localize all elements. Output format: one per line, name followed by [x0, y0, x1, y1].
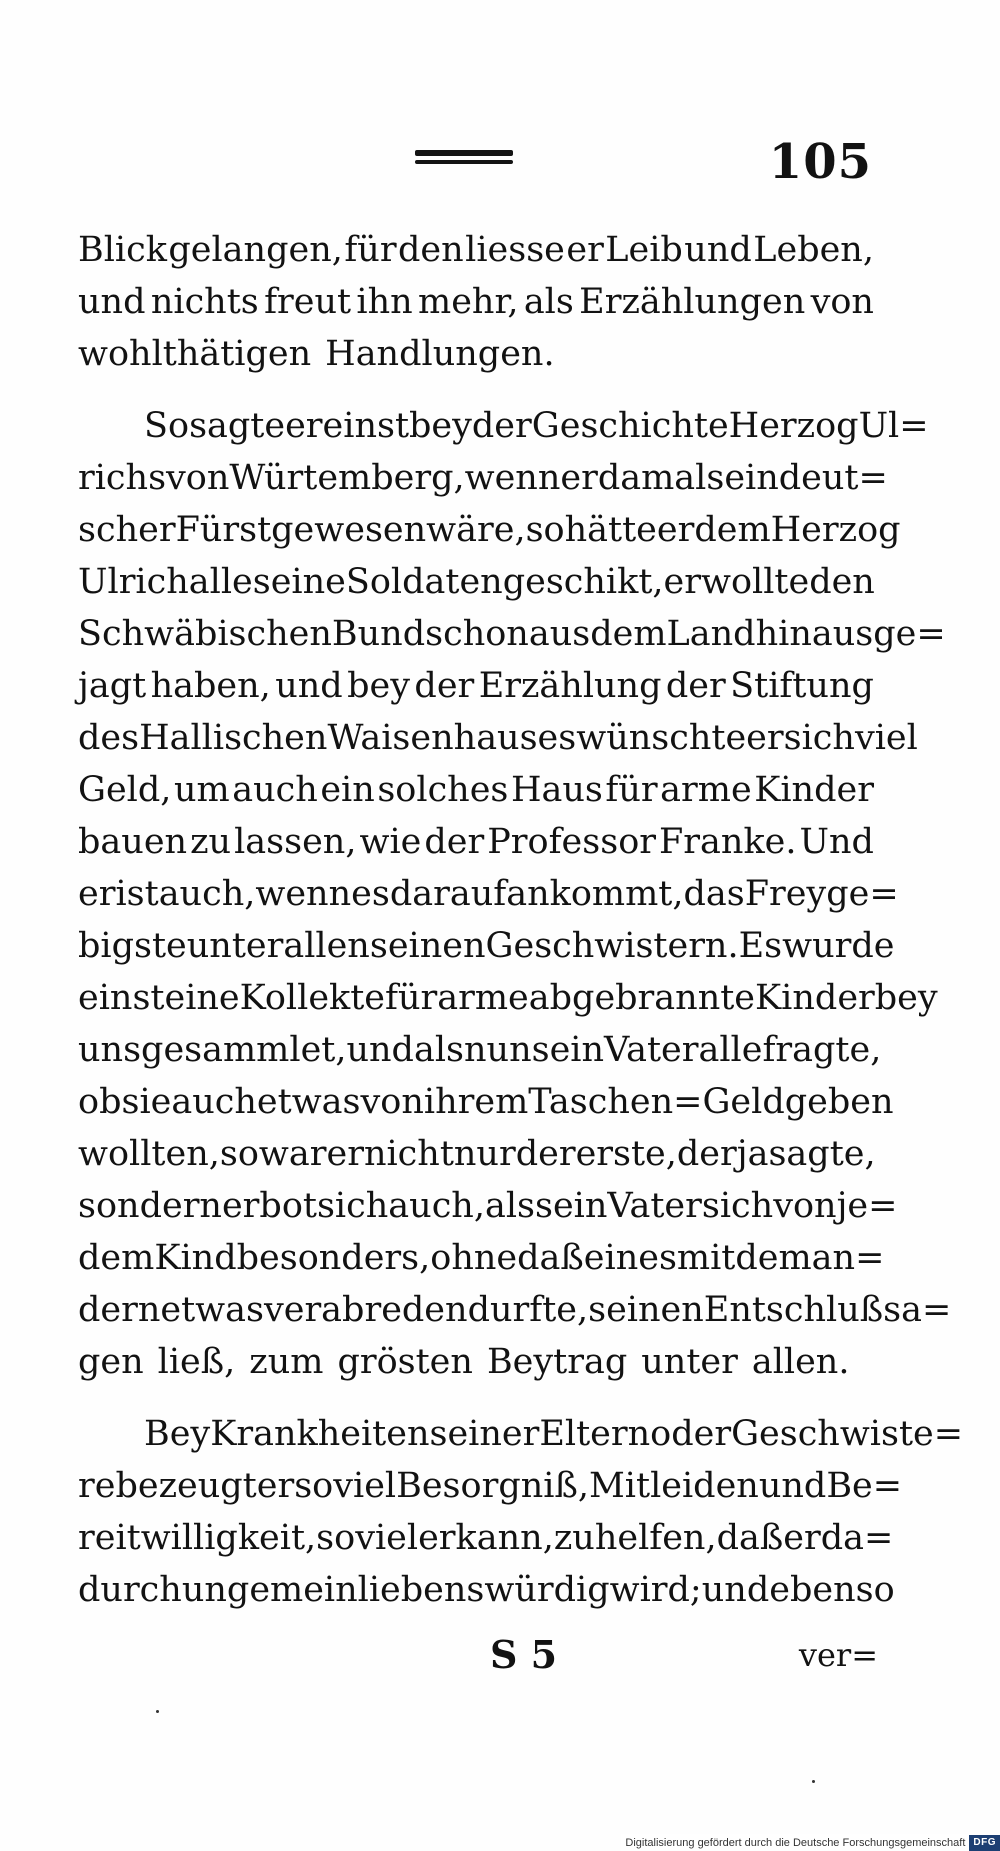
- word: besonders,: [236, 1238, 431, 1278]
- paper-speck: [156, 1710, 159, 1713]
- word: der: [515, 1134, 576, 1174]
- word: Beytrag: [486, 1342, 628, 1382]
- word: Geld,: [78, 770, 172, 810]
- word: ohne: [430, 1238, 518, 1278]
- word: einst: [322, 406, 410, 446]
- text-line: [78, 452, 888, 504]
- word: arme: [660, 770, 752, 810]
- word: auch: [232, 770, 318, 810]
- word: bauen: [78, 822, 188, 862]
- text-line: [78, 1408, 964, 1460]
- word: er: [783, 1518, 821, 1558]
- word: jagt: [78, 666, 147, 706]
- word: eines: [583, 1238, 677, 1278]
- text-line: [78, 400, 929, 452]
- word: gelangen,: [168, 230, 343, 270]
- word: als: [413, 1030, 464, 1070]
- word: ankommt,: [506, 874, 684, 914]
- word: er: [746, 718, 784, 758]
- word: helfen,: [594, 1518, 717, 1558]
- word: Leben,: [753, 230, 874, 270]
- word: dem: [735, 1238, 812, 1278]
- word: ihn: [356, 282, 413, 322]
- word: Waisenhauses: [327, 718, 577, 758]
- word: So: [144, 406, 190, 446]
- word: wurde: [782, 926, 895, 966]
- word: eine: [164, 978, 240, 1018]
- text-line: [78, 1076, 894, 1128]
- word: der: [424, 822, 485, 862]
- word: Vater: [607, 1186, 702, 1226]
- word: Besorgniß,: [396, 1466, 589, 1506]
- text-line: [78, 504, 901, 556]
- word: liebenswürdig: [357, 1570, 610, 1610]
- word: alle: [188, 562, 253, 602]
- word: an=: [811, 1238, 885, 1278]
- word: Es: [738, 926, 783, 966]
- word: schon: [425, 614, 529, 654]
- word: ein: [320, 770, 375, 810]
- word: hinaus: [755, 614, 874, 654]
- text-line: [78, 276, 874, 328]
- word: Taschen: [528, 1082, 674, 1122]
- word: wie: [359, 822, 422, 862]
- word: auch,: [158, 874, 256, 914]
- word: wollte: [700, 562, 810, 602]
- word: einst: [78, 978, 165, 1018]
- word: Geschichte: [531, 406, 729, 446]
- word: geben: [784, 1082, 894, 1122]
- word: wenn: [255, 874, 352, 914]
- word: allen: [283, 926, 370, 966]
- word: er: [326, 1134, 364, 1174]
- word: sich: [783, 718, 855, 758]
- word: Und: [799, 822, 874, 862]
- word: eben: [769, 1570, 856, 1610]
- word: Vater: [604, 1030, 699, 1070]
- word: von: [360, 1082, 424, 1122]
- word: und: [275, 666, 343, 706]
- word: durfte,: [467, 1290, 589, 1330]
- word: den: [809, 562, 875, 602]
- word: ob: [78, 1082, 122, 1122]
- word: Ul=: [858, 406, 929, 446]
- word: er: [663, 562, 701, 602]
- word: viel: [854, 718, 918, 758]
- word: Land: [666, 614, 756, 654]
- word: seinen: [369, 926, 486, 966]
- printer-signature-mark: S 5: [490, 1632, 558, 1677]
- word: gewesen: [271, 510, 427, 550]
- text-line: [78, 972, 938, 1024]
- word: verabreden: [263, 1290, 468, 1330]
- word: Hallischen: [139, 718, 328, 758]
- word: von: [166, 458, 230, 498]
- word: Bey: [144, 1414, 211, 1454]
- word: der: [414, 666, 475, 706]
- word: re: [78, 1466, 116, 1506]
- text-line: [78, 816, 874, 868]
- word: wird;: [609, 1570, 702, 1610]
- word: als: [484, 1186, 535, 1226]
- word: es: [351, 874, 390, 914]
- word: zum: [249, 1342, 324, 1382]
- word: zu: [553, 1518, 595, 1558]
- word: und: [701, 1570, 770, 1610]
- word: er: [256, 1466, 295, 1506]
- word: nur: [453, 1134, 516, 1174]
- word: von: [810, 282, 874, 322]
- text-line: [78, 1336, 874, 1388]
- word: auch: [171, 1082, 257, 1122]
- word: ließ,: [157, 1342, 236, 1382]
- word: etwas: [256, 1082, 361, 1122]
- word: Kinder: [754, 770, 874, 810]
- word: des: [78, 718, 140, 758]
- word: Bund: [331, 614, 426, 654]
- word: bezeugt: [115, 1466, 257, 1506]
- word: deut=: [778, 458, 888, 498]
- word: er: [566, 230, 604, 270]
- word: Be=: [826, 1466, 903, 1506]
- word: der: [676, 1134, 737, 1174]
- word: so: [219, 1134, 259, 1174]
- word: geschikt,: [502, 562, 664, 602]
- word: der: [471, 406, 532, 446]
- word: der: [665, 666, 726, 706]
- word: je=: [836, 1186, 898, 1226]
- word: für: [344, 230, 397, 270]
- text-line: [78, 1128, 874, 1180]
- word: Blick: [78, 230, 167, 270]
- word: wenn: [464, 458, 561, 498]
- word: gesammlet,: [141, 1030, 347, 1070]
- word: bey: [409, 406, 472, 446]
- word: so: [855, 1570, 895, 1610]
- word: lassen,: [234, 822, 357, 862]
- text-line: [78, 1564, 895, 1616]
- word: scher: [78, 510, 176, 550]
- word: bigste: [78, 926, 187, 966]
- word: da=: [820, 1518, 894, 1558]
- catchword: ver=: [798, 1636, 878, 1674]
- word: sondern: [78, 1186, 222, 1226]
- word: daß: [716, 1518, 784, 1558]
- word: solches: [377, 770, 509, 810]
- word: nicht: [363, 1134, 454, 1174]
- word: Leib: [605, 230, 683, 270]
- text-line: [78, 712, 918, 764]
- word: Stiftung: [730, 666, 874, 706]
- word: Kind: [154, 1238, 237, 1278]
- word: wohlthätigen: [78, 334, 312, 374]
- word: Mitleiden: [588, 1466, 759, 1506]
- word: ihrem: [423, 1082, 529, 1122]
- word: durch: [78, 1570, 182, 1610]
- word: Ulrich: [78, 562, 189, 602]
- word: Soldaten: [345, 562, 503, 602]
- word: von: [773, 1186, 837, 1226]
- dfg-logo: DFG: [969, 1835, 1000, 1851]
- word: erbot: [221, 1186, 317, 1226]
- rule-bar-top: [415, 150, 513, 156]
- word: Würtemberg,: [229, 458, 465, 498]
- word: ein: [724, 458, 779, 498]
- word: Handlungen.: [325, 334, 555, 374]
- word: ja: [736, 1134, 769, 1174]
- word: abgebrannte: [528, 978, 756, 1018]
- word: viel: [333, 1466, 397, 1506]
- word: Herzog: [728, 406, 859, 446]
- digitization-footer: [621, 1834, 1000, 1851]
- text-line: [78, 1460, 903, 1512]
- body-text: [78, 224, 964, 1616]
- word: Erzählungen: [579, 282, 806, 322]
- word: dem: [694, 510, 771, 550]
- word: gen: [78, 1342, 144, 1382]
- word: so: [294, 1466, 334, 1506]
- word: Professor: [487, 822, 656, 862]
- word: freut: [264, 282, 352, 322]
- paper-speck: [812, 1780, 815, 1783]
- word: Schwäbischen: [78, 614, 332, 654]
- rule-bar-bottom: [415, 160, 513, 164]
- word: er: [418, 1518, 456, 1558]
- word: zu: [190, 822, 232, 862]
- text-line: [78, 608, 946, 660]
- word: richs: [78, 458, 167, 498]
- word: grösten: [337, 1342, 473, 1382]
- word: und: [758, 1466, 827, 1506]
- text-line: [78, 1232, 885, 1284]
- word: fragte,: [762, 1030, 882, 1070]
- word: nun: [464, 1030, 532, 1070]
- word: viel: [355, 1518, 419, 1558]
- word: Fürst: [175, 510, 272, 550]
- word: so: [525, 510, 565, 550]
- word: Eltern: [539, 1414, 651, 1454]
- word: kann,: [455, 1518, 554, 1558]
- word: sich: [701, 1186, 774, 1226]
- word: liesse: [465, 230, 565, 270]
- text-line: [78, 1180, 898, 1232]
- word: für: [385, 978, 438, 1018]
- text-line: [78, 1024, 882, 1076]
- word: Freyge=: [744, 874, 899, 914]
- word: haben,: [150, 666, 271, 706]
- word: war: [258, 1134, 327, 1174]
- word: damals: [597, 458, 725, 498]
- word: alle: [698, 1030, 763, 1070]
- page-number: 105: [768, 134, 872, 190]
- word: Kollekte: [239, 978, 386, 1018]
- word: sagte: [189, 406, 286, 446]
- text-line: [78, 1512, 894, 1564]
- word: Entschluß: [703, 1290, 884, 1330]
- word: Geld: [702, 1082, 785, 1122]
- word: dem: [590, 614, 667, 654]
- word: erste,: [575, 1134, 677, 1174]
- word: unter: [641, 1342, 738, 1382]
- word: sie: [121, 1082, 172, 1122]
- word: Franke.: [659, 822, 797, 862]
- word: bey: [347, 666, 411, 706]
- word: oder: [650, 1414, 732, 1454]
- word: Geschwistern.: [485, 926, 739, 966]
- text-line: [78, 868, 899, 920]
- word: sich: [316, 1186, 389, 1226]
- word: ist: [115, 874, 159, 914]
- digitization-note: Digitalisierung gefördert durch die Deutsche Forschungsgemeinschaft: [625, 1836, 966, 1849]
- header-ornament-rule: [415, 150, 513, 166]
- word: Kinder: [755, 978, 875, 1018]
- text-line: [78, 764, 874, 816]
- word: um: [173, 770, 230, 810]
- text-line: [78, 556, 874, 608]
- word: seinen: [588, 1290, 704, 1330]
- word: wäre,: [426, 510, 526, 550]
- word: und: [78, 282, 146, 322]
- word: und: [684, 230, 752, 270]
- word: wünschte: [576, 718, 747, 758]
- word: wollten,: [78, 1134, 220, 1174]
- word: daß: [517, 1238, 584, 1278]
- text-line: [78, 660, 874, 712]
- word: dern: [78, 1290, 161, 1330]
- word: dem: [78, 1238, 155, 1278]
- paragraph-gap: [78, 1388, 874, 1408]
- word: sagte,: [768, 1134, 876, 1174]
- word: Krankheiten: [210, 1414, 430, 1454]
- paragraph-gap: [78, 380, 874, 400]
- word: mehr,: [418, 282, 519, 322]
- word: so: [316, 1518, 356, 1558]
- word: darauf: [389, 874, 507, 914]
- word: reitwilligkeit,: [78, 1518, 317, 1558]
- word: etwas: [160, 1290, 264, 1330]
- word: bey: [874, 978, 938, 1018]
- word: für: [605, 770, 658, 810]
- word: uns: [78, 1030, 142, 1070]
- word: Geschwiste=: [731, 1414, 964, 1454]
- word: sa=: [883, 1290, 952, 1330]
- word: aus: [528, 614, 591, 654]
- word: sein: [535, 1186, 608, 1226]
- word: allen.: [751, 1342, 850, 1382]
- word: ungemein: [181, 1570, 358, 1610]
- word: unter: [186, 926, 284, 966]
- word: =: [673, 1082, 703, 1122]
- word: er: [78, 874, 116, 914]
- word: sein: [531, 1030, 605, 1070]
- word: arme: [437, 978, 529, 1018]
- word: ge=: [873, 614, 946, 654]
- word: er: [560, 458, 598, 498]
- word: er: [285, 406, 323, 446]
- word: den: [398, 230, 464, 270]
- word: Haus: [510, 770, 603, 810]
- word: mit: [676, 1238, 736, 1278]
- word: Herzog: [770, 510, 901, 550]
- text-line: [78, 1284, 952, 1336]
- word: hätte: [564, 510, 657, 550]
- text-line: [78, 328, 874, 380]
- word: auch,: [388, 1186, 485, 1226]
- word: seine: [252, 562, 346, 602]
- text-line: [78, 920, 895, 972]
- word: das: [683, 874, 745, 914]
- word: und: [346, 1030, 414, 1070]
- word: Erzählung: [478, 666, 662, 706]
- word: er: [656, 510, 695, 550]
- word: als: [523, 282, 574, 322]
- word: nichts: [150, 282, 259, 322]
- text-line: [78, 224, 874, 276]
- word: seiner: [429, 1414, 540, 1454]
